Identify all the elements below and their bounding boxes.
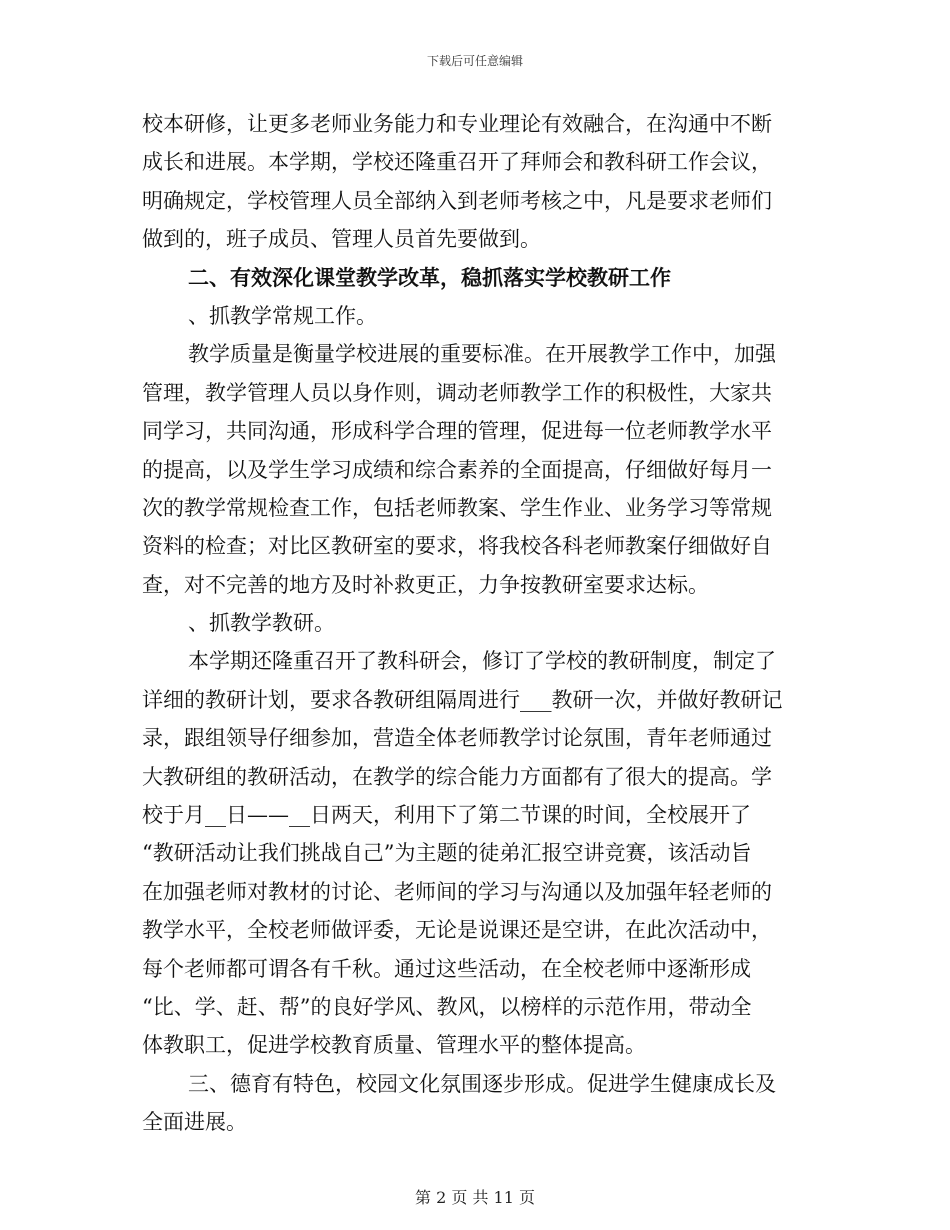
paragraph-line: 次的教学常规检查工作，包括老师教案、学生作业、业务学习等常规 xyxy=(142,495,772,520)
paragraph-line: 校于月__日——__日两天，利用下了第二节课的时间，全校展开了 xyxy=(142,803,751,828)
paragraph-line: 在加强老师对教材的讨论、老师间的学习与沟通以及加强年轻老师的 xyxy=(142,879,772,904)
paragraph-line: 教学质量是衡量学校进展的重要标准。在开展教学工作中，加强 xyxy=(188,342,776,367)
paragraph-line: 资料的检查；对比区教研室的要求，将我校各科老师教案仔细做好自 xyxy=(142,534,772,559)
paragraph-line: 教学水平，全校老师做评委，无论是说课还是空讲，在此次活动中， xyxy=(142,918,772,943)
section-heading: 二、有效深化课堂教学改革，稳抓落实学校教研工作 xyxy=(188,264,671,290)
paragraph-line: 管理，教学管理人员以身作则，调动老师教学工作的积极性，大家共 xyxy=(142,380,772,405)
page-header-note: 下载后可任意编辑 xyxy=(426,54,523,68)
subsection-heading: 、抓教学常规工作。 xyxy=(188,303,377,328)
paragraph-line: 详细的教研计划，要求各教研组隔周进行___教研一次，并做好教研记 xyxy=(142,687,783,712)
paragraph-line: 本学期还隆重召开了教科研会，修订了学校的教研制度，制定了 xyxy=(188,649,776,674)
paragraph-line: “教研活动让我们挑战自己”为主题的徒弟汇报空讲竞赛，该活动旨 xyxy=(142,841,752,866)
paragraph-line: 成长和进展。本学期，学校还隆重召开了拜师会和教科研工作会议， xyxy=(142,150,772,175)
paragraph-line: 查，对不完善的地方及时补救更正，力争按教研室要求达标。 xyxy=(142,572,709,597)
paragraph-line: 体教职工，促进学校教育质量、管理水平的整体提高。 xyxy=(142,1033,646,1058)
paragraph-line: “比、学、赶、帮”的良好学风、教风，以榜样的示范作用，带动全 xyxy=(142,994,752,1019)
paragraph-line: 每个老师都可谓各有千秋。通过这些活动，在全校老师中逐渐形成 xyxy=(142,956,751,981)
document-body xyxy=(142,105,812,1142)
paragraph-line: 校本研修，让更多老师业务能力和专业理论有效融合，在沟通中不断 xyxy=(142,112,772,136)
paragraph-line: 明确规定，学校管理人员全部纳入到老师考核之中，凡是要求老师们 xyxy=(142,188,772,213)
page-number: 第 2 页 共 11 页 xyxy=(415,1188,535,1207)
paragraph-line: 录，跟组领导仔细参加，营造全体老师教学讨论氛围，青年老师通过 xyxy=(142,726,772,751)
paragraph-line: 大教研组的教研活动，在教学的综合能力方面都有了很大的提高。学 xyxy=(142,764,772,789)
paragraph-line: 做到的，班子成员、管理人员首先要做到。 xyxy=(142,227,541,252)
paragraph-line: 全面进展。 xyxy=(142,1110,247,1135)
subsection-heading: 、抓教学教研。 xyxy=(188,611,335,636)
paragraph-line: 同学习，共同沟通，形成科学合理的管理，促进每一位老师教学水平 xyxy=(142,419,772,444)
paragraph-line: 三、德育有特色，校园文化氛围逐步形成。促进学生健康成长及 xyxy=(188,1071,776,1096)
paragraph-line: 的提高，以及学生学习成绩和综合素养的全面提高，仔细做好每月一 xyxy=(142,457,772,482)
